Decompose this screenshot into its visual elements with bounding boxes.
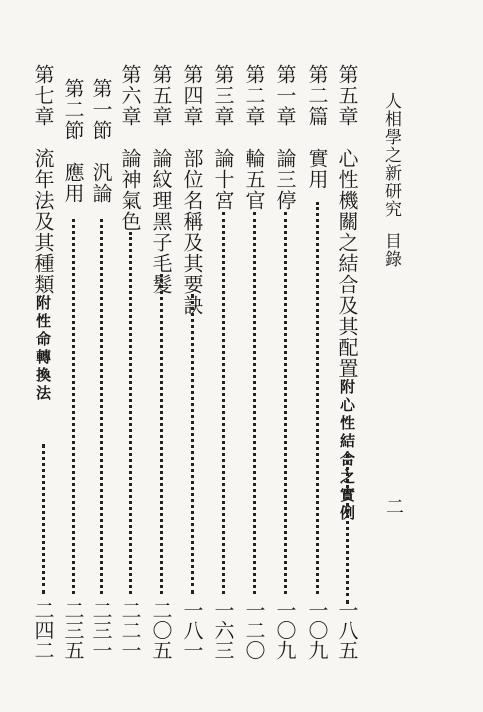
leader-dots <box>100 219 103 594</box>
leader-dots <box>316 202 319 594</box>
toc-entry-page: 二三一 <box>89 600 113 660</box>
toc-entry-page: 一六三 <box>211 600 235 660</box>
toc-entry-label: 第二篇 實用 <box>305 64 329 190</box>
running-header <box>382 92 399 268</box>
toc-entry-label: 第五章 論紋理黑子毛髮 <box>149 64 173 295</box>
leader-dots <box>42 444 45 594</box>
toc-entry-page: 一二〇 <box>242 600 266 660</box>
toc-entry <box>179 64 207 660</box>
leader-dots <box>346 454 349 604</box>
toc-entry-label: 第五章 心性機關之結合及其配置 <box>335 64 359 379</box>
toc-entry-page: 一八一 <box>180 600 204 660</box>
leader-dots <box>284 212 287 594</box>
toc-entry-label: 第六章 論神氣色 <box>118 64 142 232</box>
toc-entry <box>117 64 145 660</box>
toc-entry-page: 二〇五 <box>149 600 173 660</box>
leader-dots <box>129 232 132 594</box>
toc-entry-label: 第三章 論十宮 <box>211 64 235 211</box>
toc-entry-label: 第一章 論三停 <box>273 64 297 211</box>
page-number: 二 <box>383 497 404 515</box>
leader-dots <box>191 294 194 594</box>
toc-entry-label: 第四章 部位名稱及其要訣 <box>180 64 204 316</box>
toc-entry <box>148 64 176 660</box>
toc-entry <box>241 64 269 660</box>
toc-entry <box>30 64 58 660</box>
toc-entry <box>210 64 238 660</box>
toc-entry-page: 一八五 <box>335 600 359 660</box>
toc-entry-label: 第七章 流年法及其種類 <box>31 64 55 295</box>
toc-entry-note: 附心性結合之實例 <box>338 379 356 523</box>
toc-entry <box>88 64 116 660</box>
section-title: 目錄 <box>381 232 401 268</box>
toc-entry-page: 一〇九 <box>273 600 297 660</box>
toc-entry <box>304 64 332 660</box>
leader-dots <box>160 274 163 594</box>
toc-entry <box>334 64 362 660</box>
toc-entry-page: 二三五 <box>61 600 85 660</box>
toc-entry-label: 第二節 應用 <box>61 78 85 204</box>
toc-entry-page: 一〇九 <box>305 600 329 660</box>
toc-entry-note: 附性命轉換法 <box>34 295 52 403</box>
toc-entry <box>272 64 300 660</box>
book-title: 人相學之新研究 <box>381 92 401 218</box>
toc-entry-page: 二四二 <box>31 600 55 660</box>
leader-dots <box>253 212 256 594</box>
toc-entry-page: 二二一 <box>118 600 142 660</box>
leader-dots <box>72 219 75 594</box>
toc-entry-label: 第二章 輪五官 <box>242 64 266 211</box>
leader-dots <box>222 212 225 594</box>
toc-entry-label: 第一節 汎論 <box>89 78 113 204</box>
toc-entry <box>60 64 88 660</box>
